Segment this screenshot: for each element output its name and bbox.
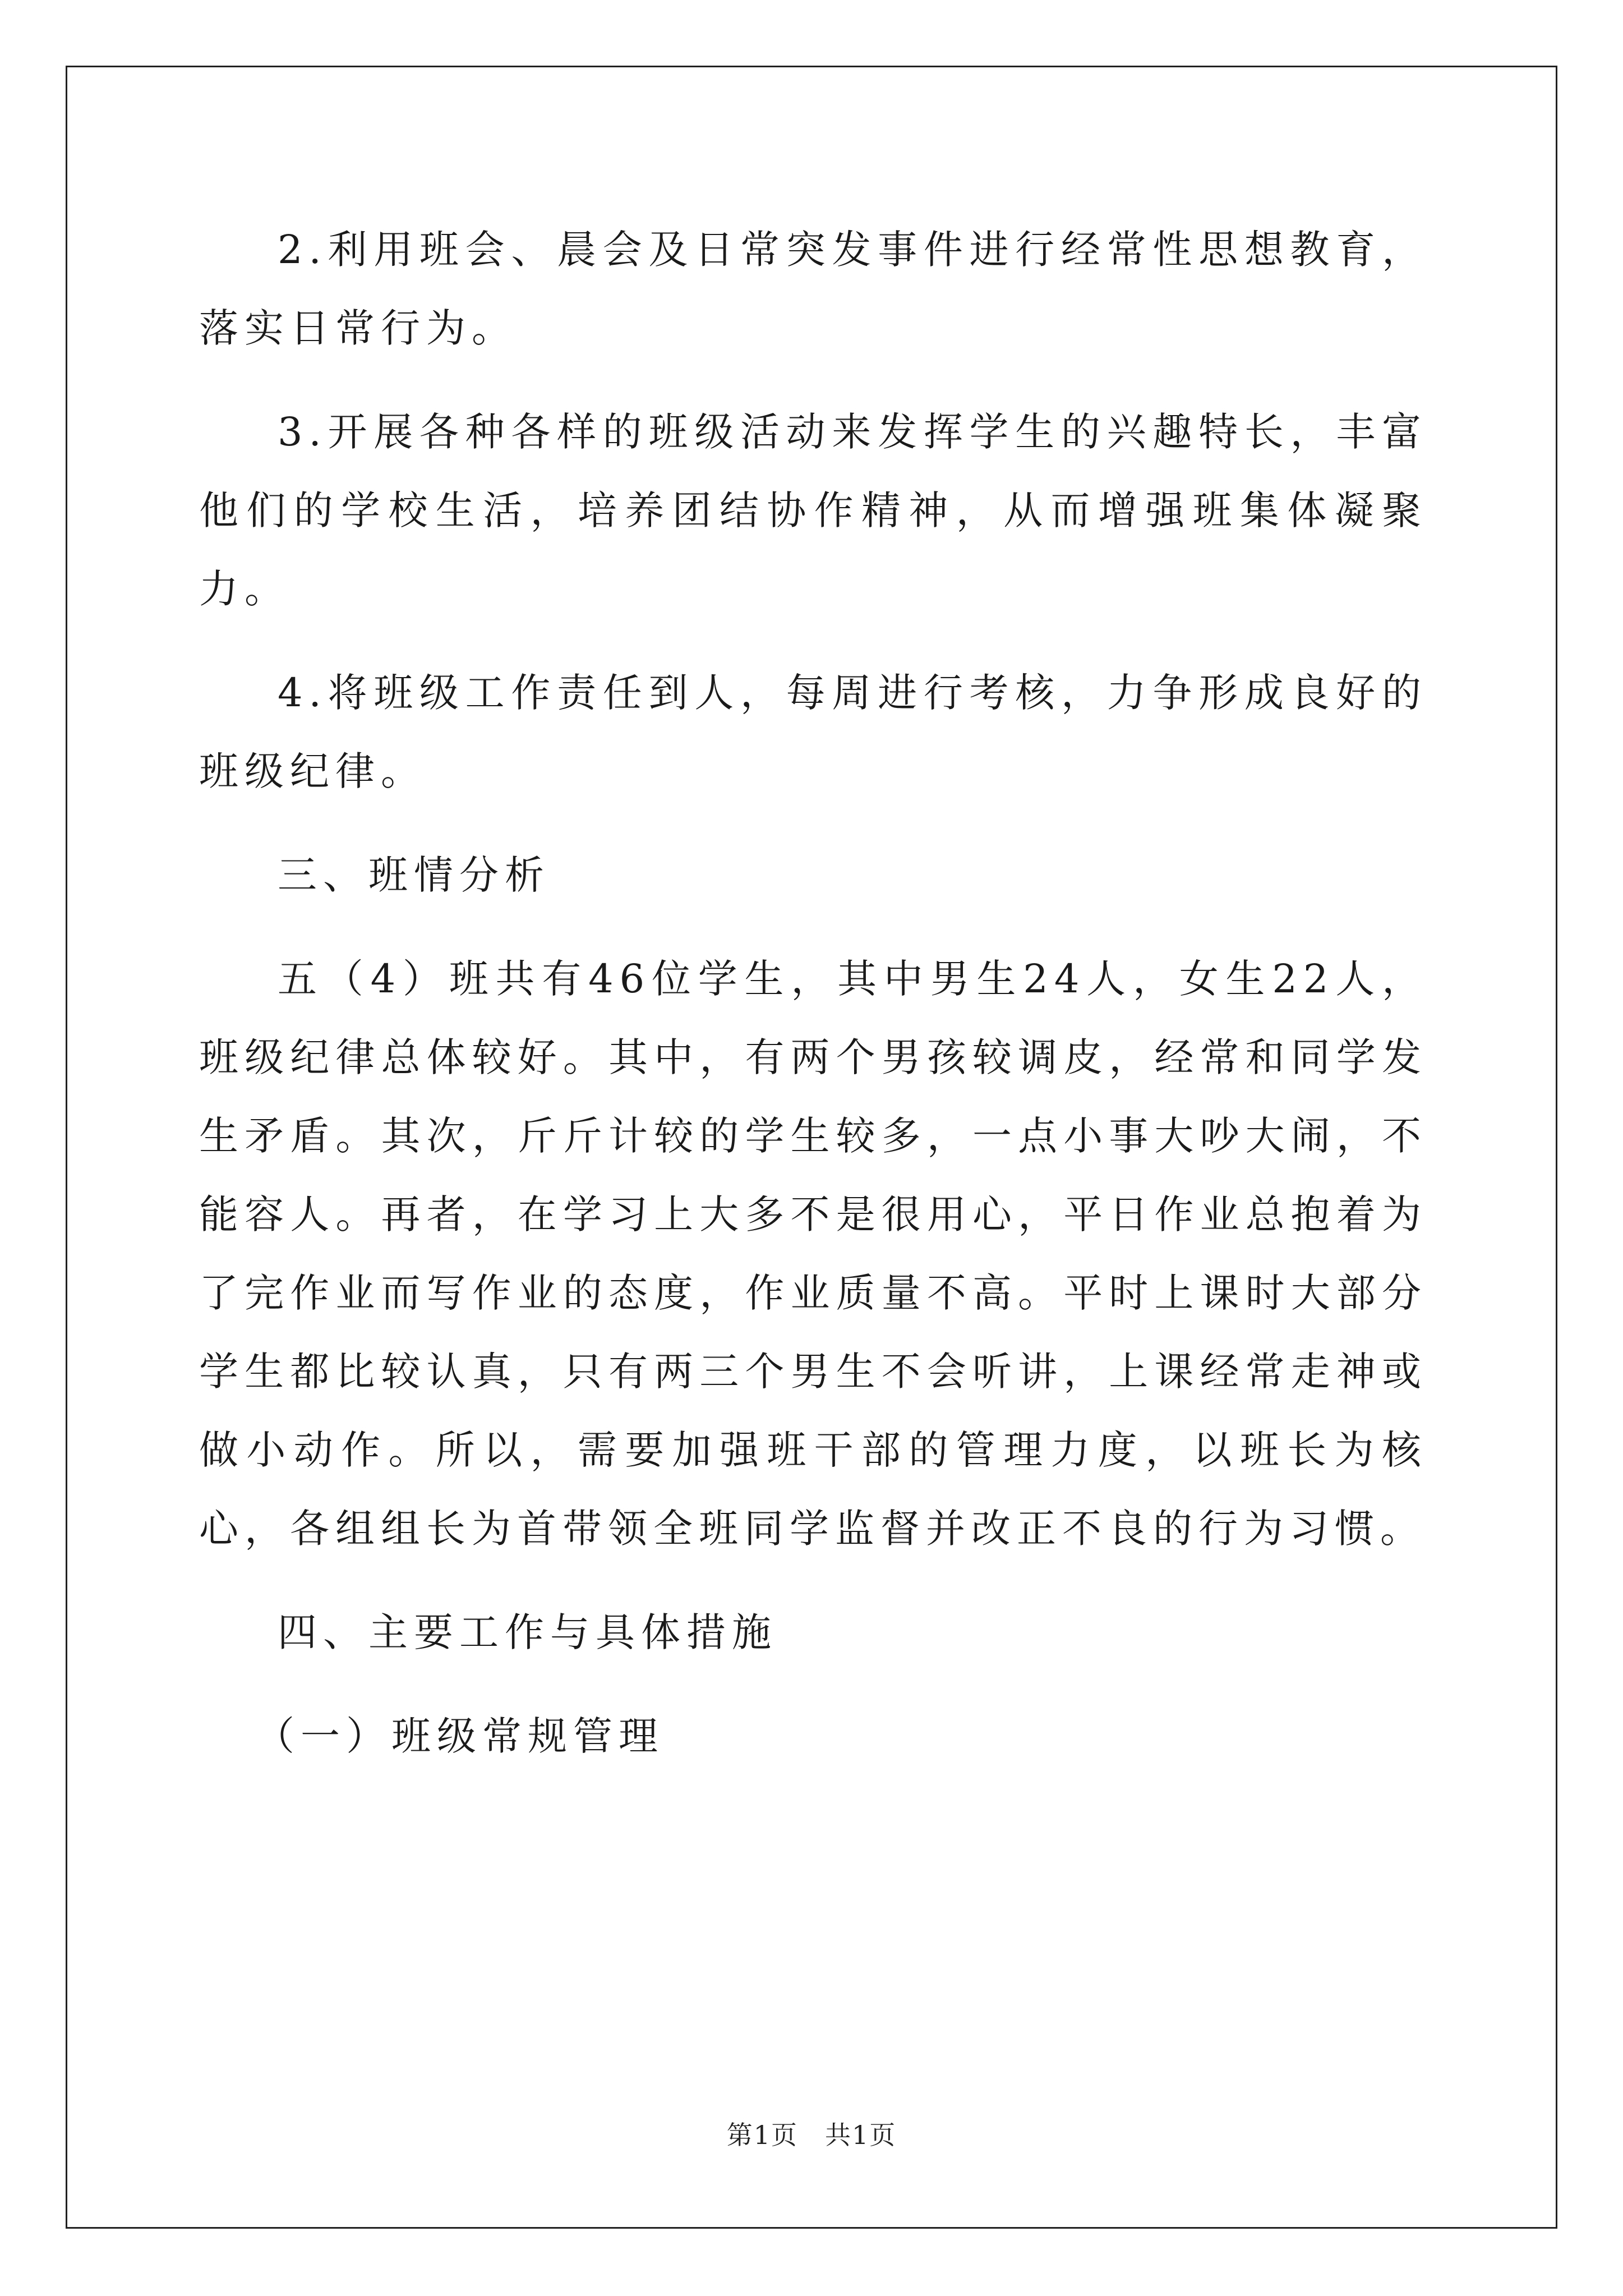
section-heading-main-work: 四、主要工作与具体措施 [278, 1609, 777, 1655]
paragraph-item-4: 4.将班级工作责任到人，每周进行考核，力争形成良好的班级纪律。 [199, 670, 1427, 794]
paragraph-item-2: 2.利用班会、晨会及日常突发事件进行经常性思想教育，落实日常行为。 [199, 227, 1427, 351]
subsection-heading-routine-management: （一）班级常规管理 [255, 1713, 664, 1759]
section-heading-class-analysis: 三、班情分析 [278, 852, 550, 898]
class-analysis-paragraph: 五（4）班共有46位学生，其中男生24人，女生22人，班级纪律总体较好。其中，有两个男孩较调皮，经常和同学发生矛盾。其次，斤斤计较的学生较多，一点小事大吵大闹，不能容人。再者，在学习上大多不是很用心，平日作业总抱着为了完作业而写作业的态度，作业质量不高。平时上课时大部分学生都比较认真，只有两三个男生不会听讲，上课经常走神或做小动作。所以，需要加强班干部的管理力度，以班长为核心，各组组长为首带领全班同学监督并改正不良的行为习惯。 [199, 956, 1427, 1552]
paragraph-item-3: 3.开展各种各样的班级活动来发挥学生的兴趣特长，丰富他们的学校生活，培养团结协作精神，从而增强班集体凝聚力。 [199, 409, 1427, 612]
page-number-footer: 第1页 共1页 [726, 2120, 897, 2150]
document-body [199, 210, 1427, 1801]
